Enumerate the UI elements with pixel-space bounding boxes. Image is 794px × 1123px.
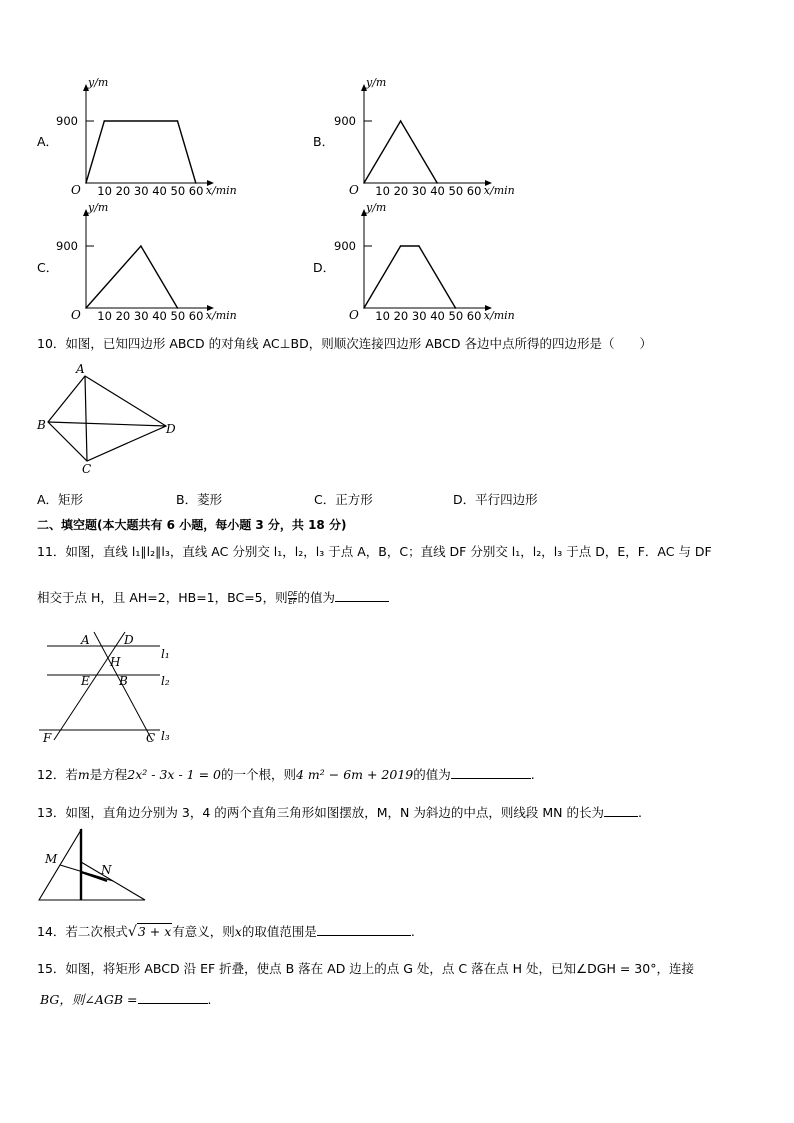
q12-d: 的值为 — [413, 767, 451, 782]
q12-end: . — [530, 767, 535, 782]
graph-b-origin: O — [349, 183, 359, 197]
graph-d-point-2 — [418, 245, 420, 247]
graph-d-point-3 — [455, 307, 457, 309]
q10-label-d: D — [166, 422, 176, 436]
q11-line2 — [37, 588, 389, 606]
q13-text — [37, 803, 642, 821]
graph-d-xtick-60: 60 — [466, 309, 482, 323]
sqrt-icon: √ — [127, 924, 137, 940]
q10-quadrilateral-figure — [30, 360, 190, 475]
q10-label-b: B — [37, 418, 46, 432]
q11-parallel-lines-figure — [30, 628, 190, 748]
section-2-heading: 二、填空题(本大题共有 6 小题，每小题 3 分，共 18 分) — [37, 518, 347, 532]
q12-m: m — [77, 767, 90, 782]
q15-line2-text: BG，则∠AGB = — [40, 992, 138, 1007]
q12-text — [37, 765, 535, 783]
graph-c-xlabel: x/min — [205, 309, 237, 322]
q10-text: 10．如图，已知四边形 ABCD 的对角线 AC⊥BD，则顺次连接四边形 ABCD 各边中点所得的四边形是（ ） — [37, 336, 652, 351]
q14-text — [37, 922, 415, 940]
q12-c: 的一个根，则 — [220, 767, 296, 782]
graph-c-xtick-10: 10 — [97, 309, 112, 323]
graph-d-xtick-30: 30 — [411, 309, 427, 323]
q11-answer-blank[interactable] — [335, 589, 389, 602]
option-a-label: A． — [37, 134, 59, 149]
graph-a-xtick-60: 60 — [188, 184, 204, 198]
graph-d-xlabel: x/min — [483, 309, 515, 322]
graph-c-origin: O — [71, 308, 81, 322]
graph-b-xlabel: x/min — [483, 184, 515, 197]
q13-body: 13．如图，直角边分别为 3，4 的两个直角三角形如图摆放，M，N 为斜边的中点，则线段 MN 的长为 — [37, 805, 604, 820]
q12-answer-blank[interactable] — [451, 766, 531, 779]
graph-a-xtick-30: 30 — [133, 184, 149, 198]
graph-b-xtick-10: 10 — [375, 184, 390, 198]
graph-c-xtick-30: 30 — [133, 309, 149, 323]
q11-line1: 11．如图，直线 l₁∥l₂∥l₃，直线 AC 分别交 l₁，l₂，l₃ 于点 A，B，C；直线 DF 分别交 l₁，l₂，l₃ 于点 D，E，F．AC 与 DF — [37, 544, 712, 559]
q11-label-h: H — [110, 655, 121, 669]
graph-b-xtick-20: 20 — [393, 184, 409, 198]
q13-label-m: M — [45, 852, 58, 866]
graph-a-xtick-50: 50 — [170, 184, 186, 198]
graph-c-xtick-50: 50 — [170, 309, 186, 323]
q10-label-a: A — [76, 362, 85, 376]
q11-fraction — [288, 591, 298, 606]
graph-c-xtick-20: 20 — [115, 309, 131, 323]
q14-end: . — [410, 924, 415, 939]
q11-label-e: E — [81, 674, 90, 688]
graph-d-point-1 — [400, 245, 402, 247]
graph-a-xtick-40: 40 — [152, 184, 167, 198]
q11-frac-num: DE — [287, 590, 298, 598]
graph-a-xtick-10: 10 — [97, 184, 112, 198]
q11-label-c: C — [146, 731, 156, 745]
q13-end: . — [637, 805, 642, 820]
graph-c-xtick-40: 40 — [152, 309, 167, 323]
graph-d-point-0 — [363, 307, 365, 309]
graph-d-series-line — [364, 246, 456, 308]
graph-b-xtick-30: 30 — [411, 184, 427, 198]
graph-c-ylabel: y/m — [88, 201, 109, 214]
q11-label-f: F — [43, 731, 52, 745]
graph-b-ytick-900: 900 — [334, 114, 356, 128]
q14-x: x — [234, 924, 242, 939]
q10-option-b: B．菱形 — [176, 492, 223, 507]
q11-label-a: A — [81, 633, 90, 647]
option-c-label: C． — [37, 260, 59, 275]
q11-label-l2: l₂ — [161, 674, 170, 688]
q11-label-l1: l₁ — [161, 647, 170, 661]
q12-b: 是方程 — [89, 767, 128, 782]
q11-line2-a: 相交于点 H，且 AH=2，HB=1，BC=5，则 — [37, 590, 288, 605]
q11-label-b: B — [119, 674, 128, 688]
q10-label-c: C — [82, 462, 92, 475]
graph-b-xtick-60: 60 — [466, 184, 482, 198]
q11-label-d: D — [124, 633, 134, 647]
q14-a: 14．若二次根式 — [37, 924, 128, 939]
graph-d-xtick-40: 40 — [430, 309, 445, 323]
q12-a: 12．若 — [37, 767, 78, 782]
q10-option-d: D．平行四边形 — [453, 492, 538, 507]
graph-c-xtick-60: 60 — [188, 309, 204, 323]
q14-answer-blank[interactable] — [317, 923, 411, 936]
graph-a-ytick-900: 900 — [56, 114, 78, 128]
q14-b: 有意义，则 — [172, 924, 235, 939]
q13-label-n: N — [101, 863, 112, 877]
option-d-label: D． — [313, 260, 336, 275]
graph-c-ytick-900: 900 — [56, 239, 78, 253]
q14-c: 的取值范围是 — [241, 924, 317, 939]
graph-a-xlabel: x/min — [205, 184, 237, 197]
graph-a-origin: O — [71, 183, 81, 197]
graph-d-xtick-10: 10 — [375, 309, 390, 323]
q10-option-a: A．矩形 — [37, 492, 84, 507]
graph-d-ytick-900: 900 — [334, 239, 356, 253]
q12-equation: 2x² - 3x - 1 = 0 — [127, 767, 221, 782]
option-b-label: B． — [313, 134, 335, 149]
q15-end: . — [207, 992, 212, 1007]
q12-expression: 4 m² − 6m + 2019 — [295, 767, 414, 782]
graph-d — [0, 0, 794, 340]
graph-a-xtick-20: 20 — [115, 184, 131, 198]
graph-a-ylabel: y/m — [88, 76, 109, 89]
q11-label-l3: l₃ — [161, 729, 170, 743]
graph-d-origin: O — [349, 308, 359, 322]
q11-frac-den: EF — [288, 598, 297, 606]
graph-d-ylabel: y/m — [366, 201, 387, 214]
q13-answer-blank[interactable] — [604, 804, 638, 817]
q14-radicand: 3 + x — [137, 924, 172, 939]
graph-b-xtick-50: 50 — [448, 184, 464, 198]
q13-triangles-figure — [37, 826, 149, 904]
graph-b-ylabel: y/m — [366, 76, 387, 89]
q15-line2 — [40, 990, 212, 1008]
graph-d-xtick-50: 50 — [448, 309, 464, 323]
graph-b-xtick-40: 40 — [430, 184, 445, 198]
q15-answer-blank[interactable] — [138, 991, 208, 1004]
q15-line1: 15．如图，将矩形 ABCD 沿 EF 折叠，使点 B 落在 AD 边上的点 G 处，点 C 落在点 H 处，已知∠DGH = 30°，连接 — [37, 961, 694, 976]
q11-line2-b: 的值为 — [297, 590, 335, 605]
graph-d-xtick-20: 20 — [393, 309, 409, 323]
q10-option-c: C．正方形 — [314, 492, 373, 507]
